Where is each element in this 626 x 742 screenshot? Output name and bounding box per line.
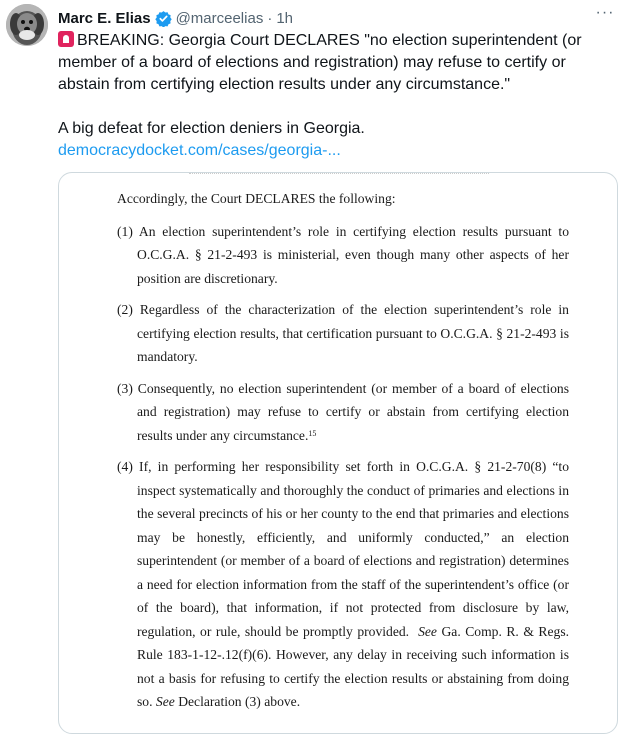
clause-4	[117, 455, 569, 714]
clause-number: (1)	[117, 223, 133, 239]
clause-number: (4)	[117, 459, 133, 474]
dog-avatar-icon	[6, 4, 48, 46]
clause-text: Regardless of the characterization of the election superintendent’s role in certifying election results, that certification pursuant to O.C.G.A. § 21-2-493 is mandatory.	[137, 302, 569, 364]
author-handle[interactable]: @marceelias	[175, 9, 264, 27]
clause-1	[117, 220, 569, 291]
cropped-text-edge	[189, 173, 489, 177]
clause-2	[117, 298, 569, 369]
header-separator: ·	[267, 9, 273, 27]
attached-image[interactable]	[58, 172, 618, 734]
post-text	[58, 30, 618, 162]
more-options-button[interactable]: ···	[595, 4, 615, 21]
author-avatar[interactable]	[6, 4, 48, 46]
court-document	[117, 187, 569, 722]
see-citation-signal: See	[155, 694, 175, 709]
verified-badge-icon	[155, 10, 172, 27]
clause-text: Consequently, no election superintendent (or member of a board of elections and registration) may refuse to certify or abstain from certifying election results under any circumstance.	[137, 380, 569, 443]
author-name[interactable]: Marc E. Elias	[58, 9, 151, 27]
document-lead: Accordingly, the Court DECLARES the following:	[117, 191, 396, 206]
clause-text-a: If, in performing her responsibility set forth in O.C.G.A. § 21-2-70(8) “to inspect systematically and thoroughly the conduct of primaries and elections in the several precincts of his or her county to the end that primaries and elections may be honestly, efficiently, and uniformly conducted,” an election superintendent (or member of a board of elections and registration) determines a need for election information from the staff of the superintendent’s office (or of the board), that information, if not protected from disclosure by law, regulation, or rule, should be promptly provided.	[137, 459, 569, 639]
article-link[interactable]: democracydocket.com/cases/georgia-...	[58, 142, 341, 159]
see-citation-signal: See	[418, 623, 437, 639]
post-header	[58, 8, 293, 28]
rotating-light-icon	[58, 31, 74, 47]
clause-number: (3)	[117, 380, 133, 396]
clause-text-c: Declaration (3) above.	[178, 694, 301, 709]
post-text-line-1: BREAKING: Georgia Court DECLARES "no election superintendent (or member of a board of elections and registration) may refuse to certify or abstain from certifying election results under any circumstance."	[58, 32, 582, 93]
post-text-para-2	[58, 118, 618, 140]
post-text-line-2: A big defeat for election deniers in Georgia.	[58, 120, 365, 137]
post-timestamp[interactable]: 1h	[276, 9, 294, 27]
footnote-marker: 15	[308, 428, 317, 438]
post-text-para-1	[58, 30, 618, 96]
clause-text: An election superintendent’s role in certifying election results pursuant to O.C.G.A. § 21-2-493 is ministerial, even though many other aspects of her position are discretionary.	[137, 223, 569, 286]
clause-number: (2)	[117, 302, 133, 317]
post-link-row	[58, 140, 618, 162]
clause-text-b: Ga. Comp. R. & Regs. Rule 183-1-12-.12(f)(6). However, any delay in receiving such information is not a basis for refusing to certify the election results or abstaining from doing so.	[137, 623, 570, 709]
clause-3	[117, 377, 569, 448]
